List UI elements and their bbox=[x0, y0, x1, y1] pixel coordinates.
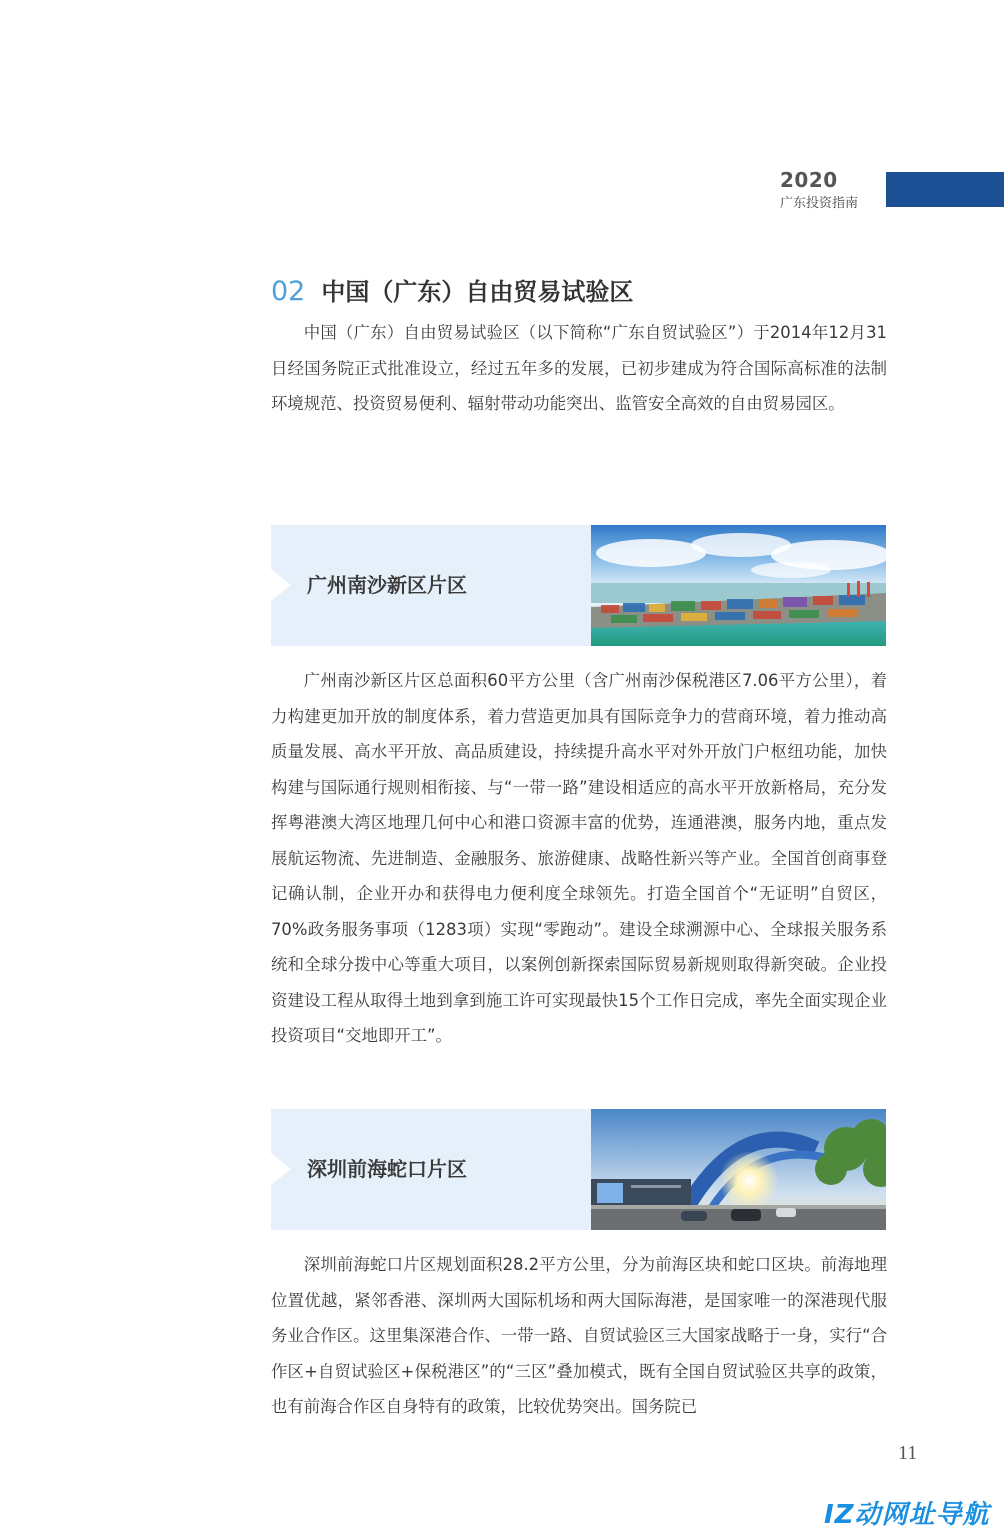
section-number: 02 bbox=[271, 276, 306, 307]
section-heading bbox=[271, 272, 633, 312]
port-aerial-photo bbox=[591, 525, 886, 646]
zone-header-nansha bbox=[271, 525, 886, 646]
band-notch bbox=[271, 1153, 291, 1185]
band-notch bbox=[271, 569, 291, 601]
intro-paragraph: 中国（广东）自由贸易试验区（以下简称“广东自贸试验区”）于2014年12月31日经国务院正式批准设立，经过五年多的发展，已初步建成为符合国际高标准的法制环境规范、投资贸易便利、辐射带动功能突出、监管安全高效的自由贸易园区。 bbox=[271, 323, 887, 413]
zone-title-nansha: 广州南沙新区片区 bbox=[307, 573, 467, 597]
zone-title-qianhai: 深圳前海蛇口片区 bbox=[307, 1157, 467, 1181]
zone-paragraph-nansha: 广州南沙新区片区总面积60平方公里（含广州南沙保税港区7.06平方公里），着力构建更加开放的制度体系，着力营造更加具有国际竞争力的营商环境，着力推动高质量发展、高水平开放、高品质建设，持续提升高水平对外开放门户枢纽功能，加快构建与国际通行规则相衔接、与“一带一路”建设相适应的高水平开放新格局，充分发挥粤港澳大湾区地理几何中心和港口资源丰富的优势，连通港澳，服务内地，重点发展航运物流、先进制造、金融服务、旅游健康、战略性新兴等产业。全国首创商事登记确认制，企业开办和获得电力便利度全球领先。打造全国首个“无证明”自贸区，70%政务服务事项（1283项）实现“零跑动”。建设全球溯源中心、全球报关服务系统和全球分拨中心等重大项目，以案例创新探索国际贸易新规则取得新突破。企业投资建设工程从取得土地到拿到施工许可实现最快15个工作日完成，率先全面实现企业投资项目“交地即开工”。 bbox=[271, 671, 887, 1045]
zone-header-qianhai bbox=[271, 1109, 886, 1230]
site-watermark: IZ动网址导航 bbox=[824, 1500, 990, 1530]
page-number: 11 bbox=[898, 1442, 918, 1464]
zone-paragraph-qianhai: 深圳前海蛇口片区规划面积28.2平方公里，分为前海区块和蛇口区块。前海地理位置优越，紧邻香港、深圳两大国际机场和两大国际海港，是国家唯一的深港现代服务业合作区。这里集深港合作、一带一路、自贸试验区三大国家战略于一身，实行“合作区+自贸试验区+保税港区”的“三区”叠加模式，既有全国自贸试验区共享的政策，也有前海合作区自身特有的政策，比较优势突出。国务院已 bbox=[271, 1255, 887, 1416]
section-title: 中国（广东）自由贸易试验区 bbox=[321, 278, 634, 306]
header-year: 2020 bbox=[780, 168, 838, 192]
gateway-arch-photo bbox=[591, 1109, 886, 1230]
header-subtitle: 广东投资指南 bbox=[780, 196, 859, 211]
header-accent-bar bbox=[886, 172, 1004, 207]
